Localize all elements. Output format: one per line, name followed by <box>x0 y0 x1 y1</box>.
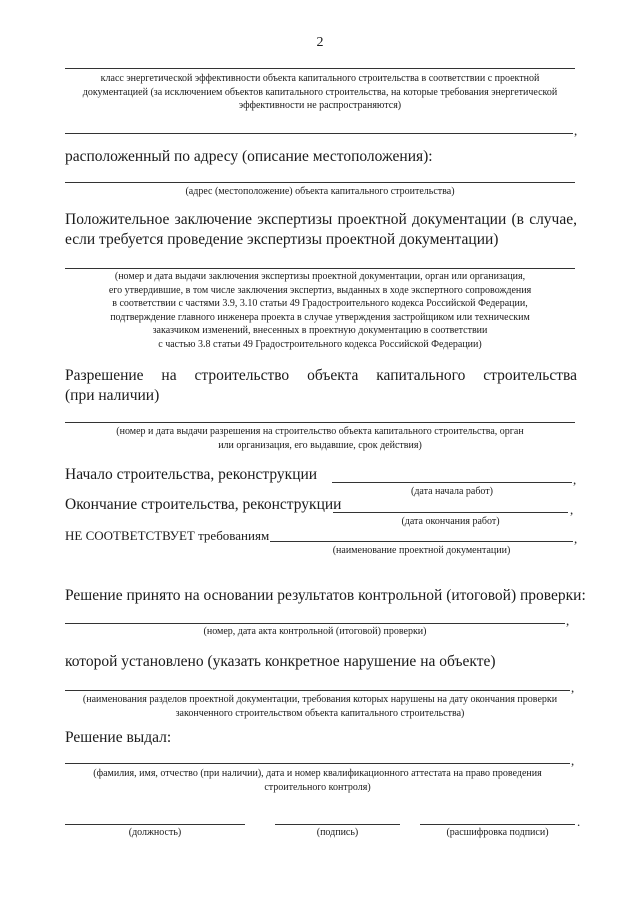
caption-line: или организация, его выдавшие, срок действия) <box>218 439 422 451</box>
address-caption: (адрес (местоположение) объекта капитального строительства) <box>185 186 455 197</box>
signature-decoding-caption: (расшифровка подписи) <box>446 827 549 838</box>
permit-caption <box>65 425 575 452</box>
caption-line: законченного строительством объекта капитального строительства) <box>175 707 465 719</box>
comma: , <box>574 531 578 546</box>
signature-caption: (подпись) <box>316 827 359 838</box>
caption-line: в соответствии с частями 3.9, 3.10 статьи 49 Градостроительного кодекса Российской Федерации, <box>112 298 528 309</box>
end-date-line <box>333 512 568 513</box>
caption-line: (номер и дата выдачи заключения экспертизы проектной документации, орган или организация, <box>114 271 526 282</box>
issued-by-label: Решение выдал: <box>65 729 172 746</box>
violation-label: которой установлено (указать конкретное нарушение на объекте) <box>65 653 496 670</box>
violation-caption <box>60 693 580 720</box>
caption-line: (номер и дата выдачи разрешения на строительство объекта капитального строительства, орган <box>116 426 524 437</box>
permit-field-line <box>65 422 575 423</box>
page-number: 2 <box>316 35 324 50</box>
start-label: Начало строительства, реконструкции <box>65 466 318 483</box>
violation-field-line <box>65 690 570 691</box>
expertise-caption <box>65 270 575 351</box>
noncompliance-label: НЕ СООТВЕТСТВУЕТ требованиям <box>65 528 270 543</box>
caption-line: строительного контроля) <box>264 781 371 793</box>
position-caption: (должность) <box>128 827 182 838</box>
expertise-field-line <box>65 268 575 269</box>
comma: , <box>574 123 578 138</box>
comma: , <box>570 502 574 517</box>
decision-basis-caption: (номер, дата акта контрольной (итоговой) проверки) <box>203 626 427 637</box>
address-label: расположенный по адресу (описание местоположения): <box>65 148 433 165</box>
caption-line: подтверждение главного инженера проекта в случае утверждения застройщиком или техническим <box>110 311 530 323</box>
energy-class-value-line <box>65 133 573 134</box>
caption-line: документацией (за исключением объектов капитального строительства, на которые требования энергетической <box>82 86 558 98</box>
start-caption: (дата начала работ) <box>411 486 493 497</box>
signature-line <box>275 824 400 825</box>
permit-label-line: Разрешение на строительство объекта капитального строительства <box>65 367 577 384</box>
caption-line: класс энергетической эффективности объекта капитального строительства в соответствии с проектной <box>100 73 540 84</box>
issued-by-caption <box>65 767 570 794</box>
expertise-label-line: если требуется проведение экспертизы проектной документации) <box>65 231 499 248</box>
end-caption: (дата окончания работ) <box>401 516 500 527</box>
caption-line: эффективности не распространяются) <box>238 100 402 111</box>
period: . <box>577 814 581 829</box>
issued-by-field-line <box>65 763 570 764</box>
caption-line: заказчиком изменений, внесенных в проектную документацию в соответствии <box>152 325 488 336</box>
position-line <box>65 824 245 825</box>
end-label: Окончание строительства, реконструкции <box>65 496 342 513</box>
energy-class-field-line <box>65 68 575 69</box>
caption-line: с частью 3.8 статьи 49 Градостроительного кодекса Российской Федерации) <box>158 338 482 350</box>
decision-basis-field-line <box>65 623 565 624</box>
comma: , <box>573 472 577 487</box>
expertise-label <box>65 210 577 250</box>
address-field-line <box>65 182 575 183</box>
noncompliance-caption: (наименование проектной документации) <box>332 545 511 556</box>
expertise-label-line: Положительное заключение экспертизы проектной документации (в случае, <box>65 211 577 228</box>
permit-label-line: (при наличии) <box>65 387 160 404</box>
caption-line: его утвердившие, в том числе заключения экспертиз, выданных в ходе экспертного сопровождения <box>108 284 532 296</box>
start-date-line <box>332 482 572 483</box>
decision-basis-label: Решение принято на основании результатов контрольной (итоговой) проверки: <box>65 587 586 604</box>
comma: , <box>566 613 570 628</box>
comma: , <box>571 753 575 768</box>
signature-decoding-line <box>420 824 575 825</box>
caption-line: (наименования разделов проектной документации, требования которых нарушены на дату окончания проверки <box>82 694 558 705</box>
noncompliance-field-line <box>270 541 573 542</box>
permit-label <box>65 366 577 406</box>
caption-line: (фамилия, имя, отчество (при наличии), дата и номер квалификационного аттестата на право проведения <box>93 768 542 779</box>
comma: , <box>571 680 575 695</box>
energy-class-caption <box>60 72 580 113</box>
